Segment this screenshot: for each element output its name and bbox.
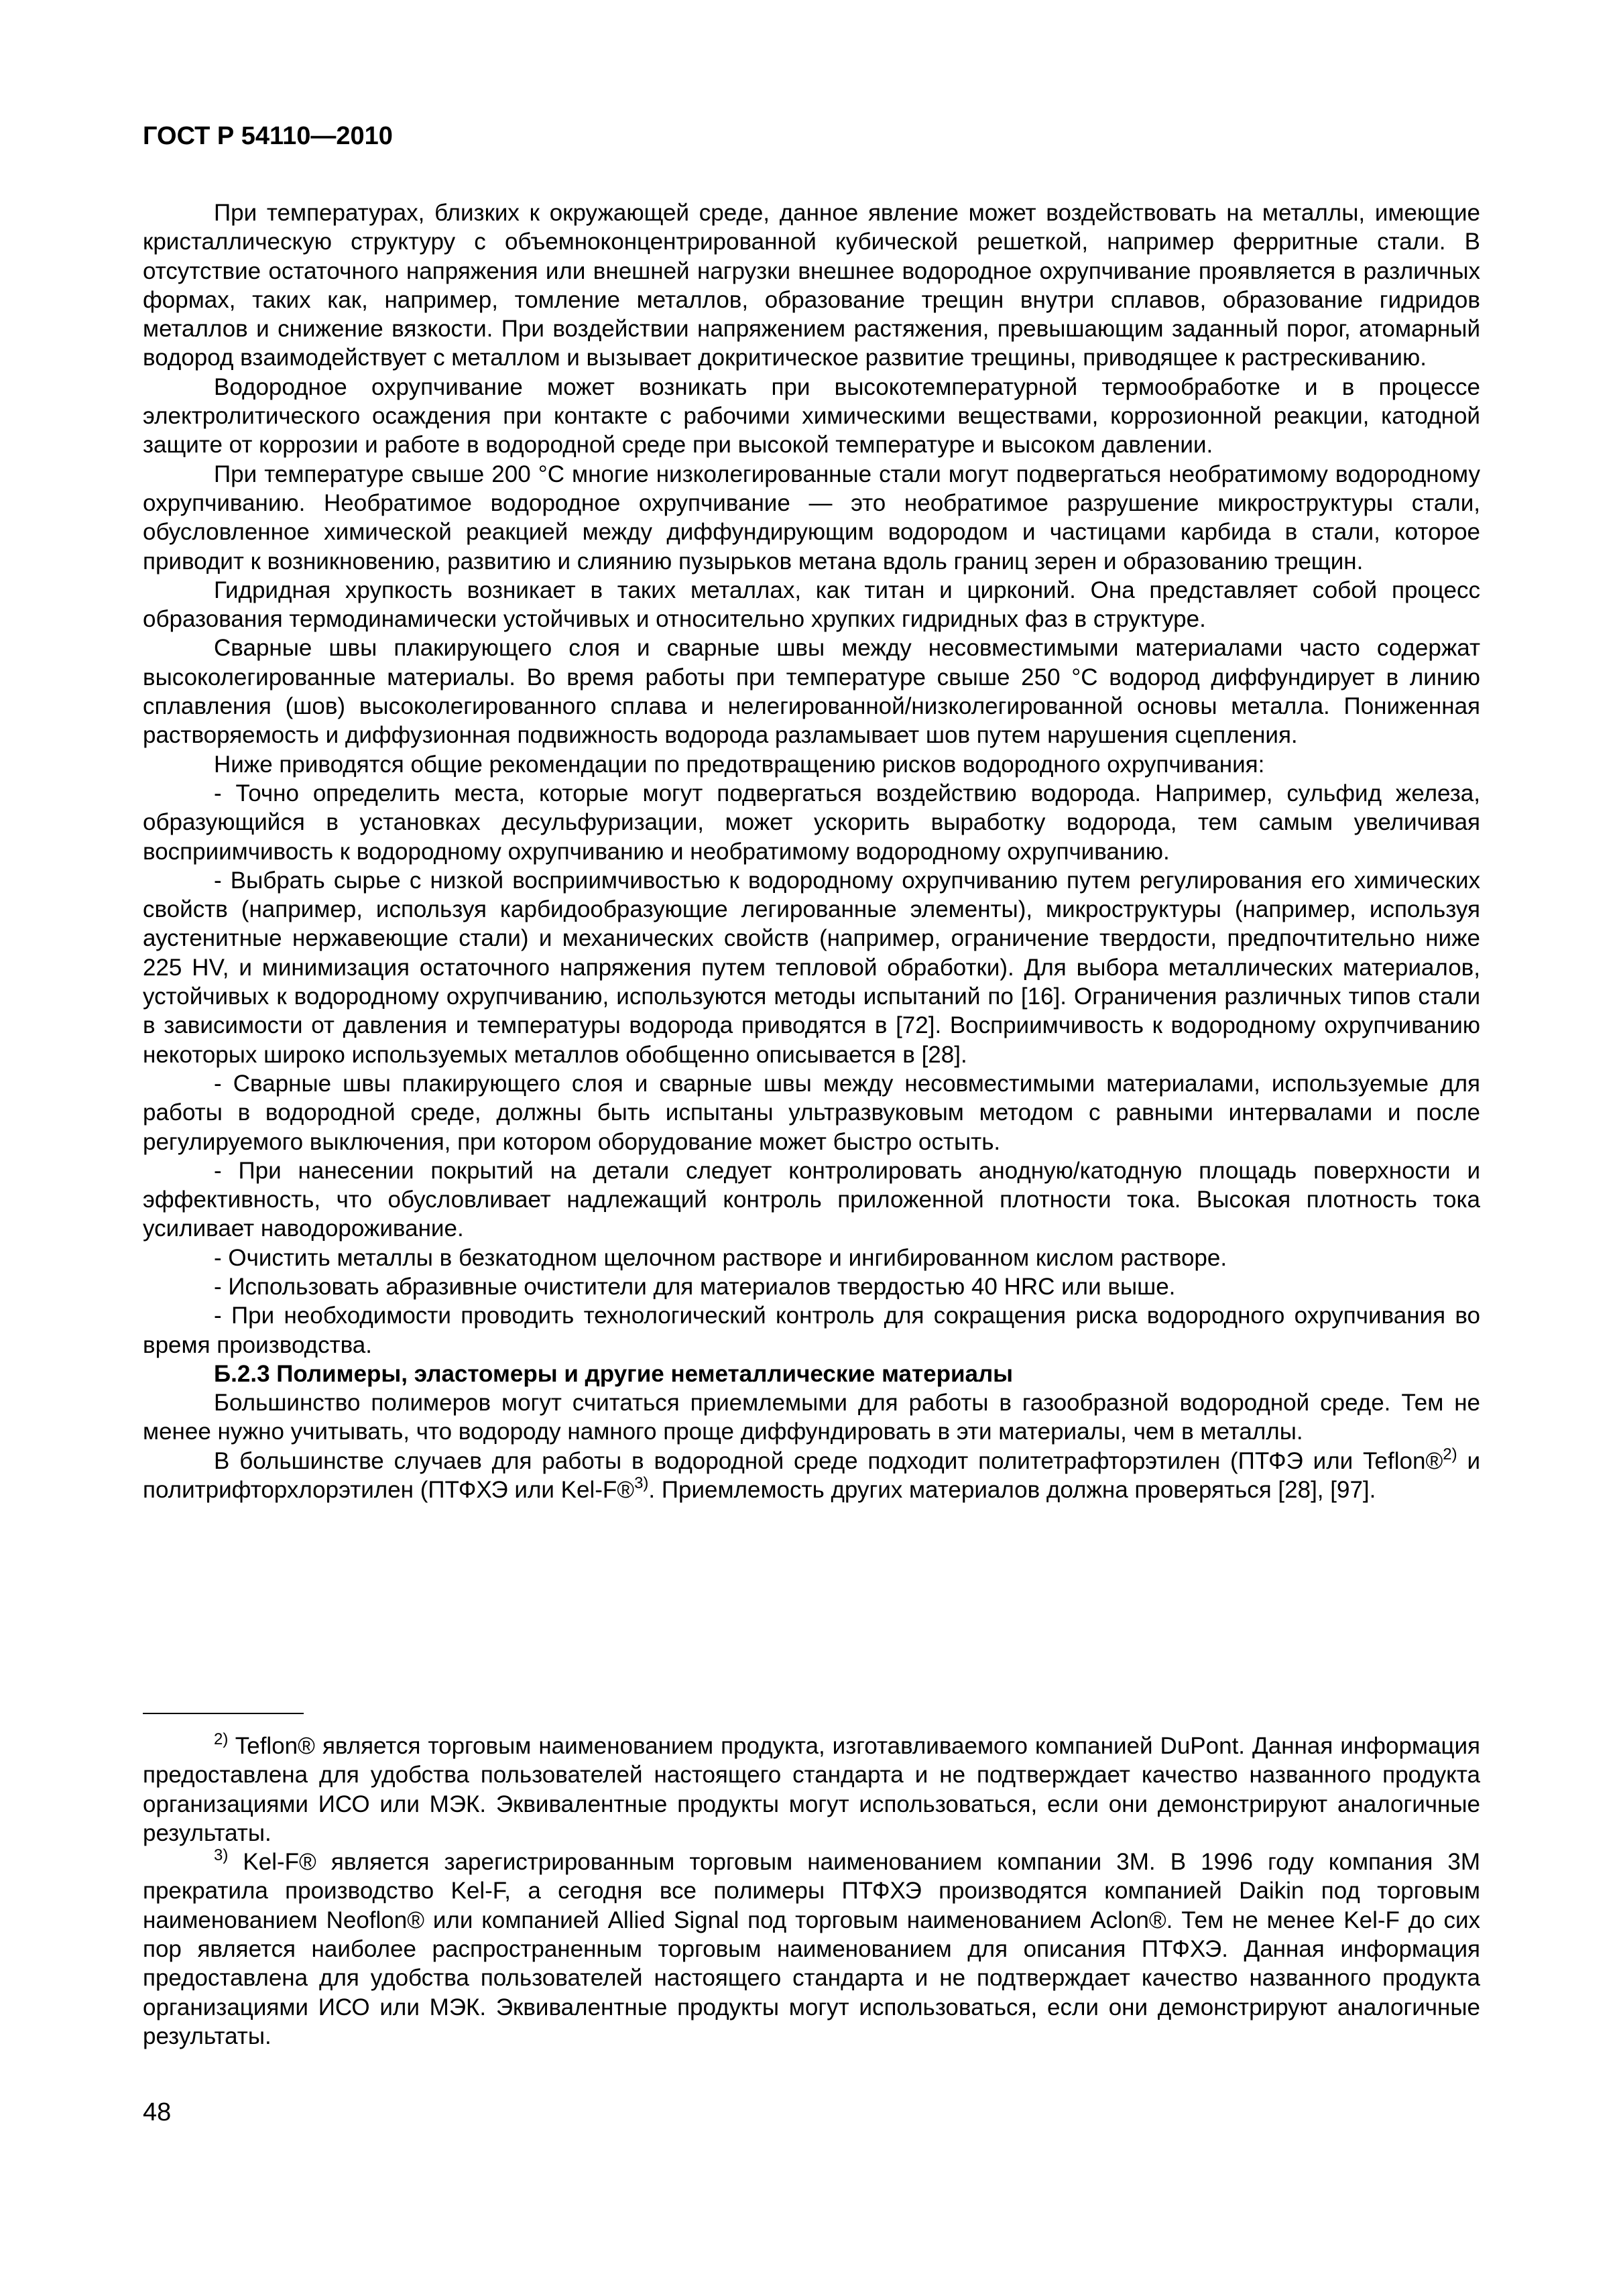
- page-number: 48: [143, 2098, 172, 2126]
- document-header: ГОСТ Р 54110—2010: [143, 122, 393, 150]
- paragraph: При температуре свыше 200 °С многие низколегированные стали могут подвергаться необратимому водородному охрупчиванию. Необратимое водородное охрупчивание — это необратимое разрушение микроструктуры стали, обусловленное химической реакцией между диффундирующим водородом и частицами карбида в стали, которое приводит к возникновению, развитию и слиянию пузырьков метана вдоль границ зерен и образованию трещин.: [143, 461, 1480, 575]
- section-heading: Б.2.3 Полимеры, эластомеры и другие неметаллические материалы: [214, 1360, 1014, 1387]
- list-item: - При необходимости проводить технологический контроль для сокращения риска водородного охрупчивания во время производства.: [143, 1303, 1480, 1358]
- list-item: - Сварные швы плакирующего слоя и сварные швы между несовместимыми материалами, используемые для работы в водородной среде, должны быть испытаны ультразвуковым методом с равными интервалами и после регулируемого выключения, при котором оборудование может быстро остыть.: [143, 1070, 1480, 1155]
- list-item: - Выбрать сырье с низкой восприимчивостью к водородному охрупчиванию путем регулирования его химических свойств (например, используя карбидообразующие легированные элементы), микроструктуры (например, используя аустенитные нержавеющие стали) и механических свойств (например, ограничение твердости, предпочтительно ниже 225 HV, и минимизация остаточного напряжения путем тепловой обработки). Для выбора металлических материалов, устойчивых к водородному охрупчиванию, используются методы испытаний по [16]. Ограничения различных типов стали в зависимости от давления и температуры водорода приводятся в [72]. Восприимчивость к водородному охрупчиванию некоторых широко используемых металлов обобщенно описывается в [28].: [143, 867, 1480, 1068]
- text-run: В большинстве случаев для работы в водородной среде подходит политетрафторэтилен (ПТФЭ или Teflon®: [214, 1447, 1443, 1474]
- paragraph-with-footnote-refs: [143, 1447, 1480, 1505]
- footnotes: [143, 1732, 1480, 2051]
- paragraph: Сварные швы плакирующего слоя и сварные швы между несовместимыми материалами часто содержат высоколегированные материалы. Во время работы при температуре свыше 250 °С водород диффундирует в линию сплавления (шов) высоколегированного сплава и нелегированной/низколегированной основы металла. Пониженная растворяемость и диффузионная подвижность водорода разламывает шов путем нарушения сцепления.: [143, 635, 1480, 749]
- list-item: - Точно определить места, которые могут подвергаться воздействию водорода. Например, сульфид железа, образующийся в установках десульфуризации, может ускорить выработку водорода, тем самым увеличивая восприимчивость к водородному охрупчиванию и необратимому водородному охрупчиванию.: [143, 780, 1480, 865]
- footnote: [143, 1848, 1480, 2051]
- text-run: . Приемлемость других материалов должна проверяться [28], [97].: [648, 1477, 1376, 1504]
- body-text: [143, 198, 1480, 1504]
- footnote-ref: 2): [1443, 1445, 1457, 1463]
- paragraph: Водородное охрупчивание может возникать при высокотемпературной термообработке и в процессе электролитического осаждения при контакте с рабочими химическими веществами, коррозионной реакции, катодной защите от коррозии и работе в водородной среде при высокой температуре и высоком давлении.: [143, 373, 1480, 459]
- footnote-mark: 3): [214, 1846, 229, 1865]
- footnote-ref: 3): [634, 1474, 649, 1493]
- paragraph: Ниже приводятся общие рекомендации по предотвращению рисков водородного охрупчивания:: [214, 751, 1265, 778]
- footnote-divider: [143, 1713, 304, 1714]
- footnote-text: Kel-F® является зарегистрированным торговым наименованием компании 3М. В 1996 году компания 3М прекратила производство Kel-F, а сегодня все полимеры ПТФХЭ производятся компанией Daikin под торговым наименованием Neoflon® или компанией Allied Signal под торговым наименованием Aclon®. Тем не менее Kel-F до сих пор является наиболее распространенным торговым наименованием для описания ПТФХЭ. Данная информация предоставлена для удобства пользователей настоящего стандарта и не подтверждает качество названного продукта организациями ИСО или МЭК. Эквивалентные продукты могут использоваться, если они демонстрируют аналогичные результаты.: [143, 1849, 1480, 2049]
- list-item: - При нанесении покрытий на детали следует контролировать анодную/катодную площадь поверхности и эффективность, что обусловливает надлежащий контроль приложенной плотности тока. Высокая плотность тока усиливает наводороживание.: [143, 1157, 1480, 1242]
- list-item: - Использовать абразивные очистители для материалов твердостью 40 HRC или выше.: [214, 1273, 1176, 1300]
- text-run: и политрифторхлорэтилен (ПТФХЭ или Kel-F®: [143, 1447, 1480, 1504]
- footnote: [143, 1732, 1480, 1848]
- paragraph: Большинство полимеров могут считаться приемлемыми для работы в газообразной водородной среде. Тем не менее нужно учитывать, что водороду намного проще диффундировать в эти материалы, чем в металлы.: [143, 1390, 1480, 1445]
- list-item: - Очистить металлы в безкатодном щелочном растворе и ингибированном кислом растворе.: [214, 1244, 1227, 1271]
- footnote-mark: 2): [214, 1730, 229, 1748]
- paragraph: При температурах, близких к окружающей среде, данное явление может воздействовать на металлы, имеющие кристаллическую структуру с объемноконцентрированной кубической решеткой, например ферритные стали. В отсутствие остаточного напряжения или внешней нагрузки внешнее водородное охрупчивание проявляется в различных формах, таких как, например, томление металлов, образование трещин внутри сплавов, образование гидридов металлов и снижение вязкости. При воздействии напряжением растяжения, превышающим заданный порог, атомарный водород взаимодействует с металлом и вызывает докритическое развитие трещины, приводящее к растрескиванию.: [143, 200, 1480, 371]
- footnote-text: Teflon® является торговым наименованием продукта, изготавливаемого компанией DuPont. Данная информация предоставлена для удобства пользователей настоящего стандарта и не подтверждает качество названного продукта организациями ИСО или МЭК. Эквивалентные продукты могут использоваться, если они демонстрируют аналогичные результаты.: [143, 1733, 1480, 1846]
- paragraph: Гидридная хрупкость возникает в таких металлах, как титан и цирконий. Она представляет собой процесс образования термодинамически устойчивых и относительно хрупких гидридных фаз в структуре.: [143, 577, 1480, 633]
